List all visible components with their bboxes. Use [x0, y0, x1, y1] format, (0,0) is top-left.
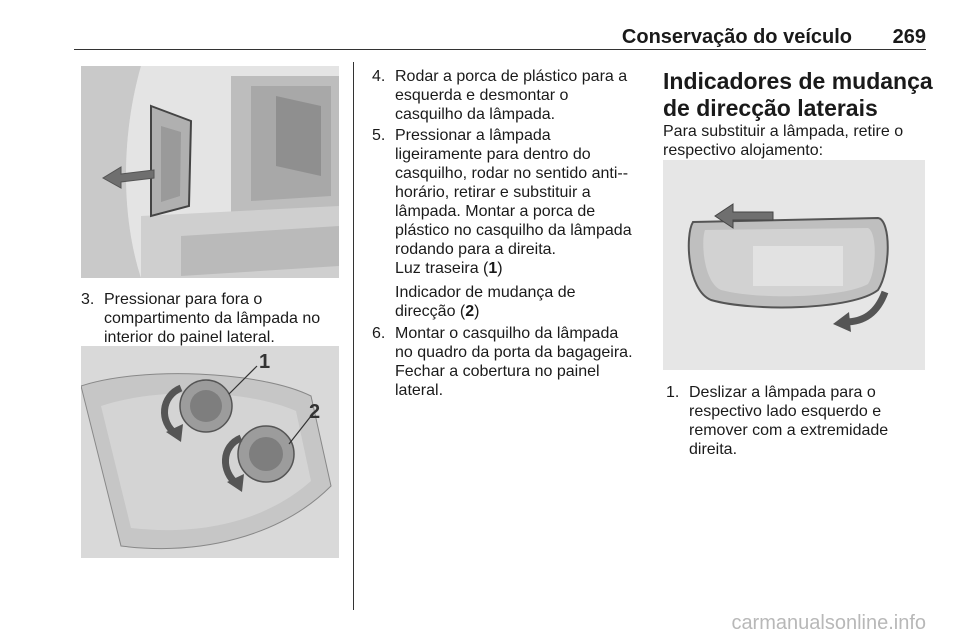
right-step-1 [666, 383, 928, 459]
indicator-note [395, 283, 635, 321]
step-6-number: 6. [372, 325, 386, 342]
step-3-text: Pressionar para fora o compartimento da lâmpada no interior do painel lateral. [104, 291, 321, 346]
intro-text: Para substituir a lâmpada, retire o respectivo alojamento: [663, 123, 904, 159]
header-rule [74, 49, 926, 50]
step-4 [372, 67, 640, 124]
step-5 [372, 126, 640, 259]
step-5-number: 5. [372, 127, 386, 144]
lamp-holder-illustration [81, 346, 339, 558]
step-4-text: Rodar a porca de plástico para a esquerda e desmontar o casquilho da lâmpada. [395, 68, 628, 123]
step-3 [81, 290, 343, 347]
figure-trunk-panel [81, 66, 339, 278]
indicator-line1: Indicador de mudança de [395, 284, 576, 301]
figure-lamp-holder [81, 346, 339, 558]
tail-light-prefix: Luz traseira ( [395, 260, 489, 277]
tail-light-suffix: ) [497, 260, 503, 277]
side-indicator-illustration [663, 160, 925, 370]
callout-1: 1 [259, 351, 271, 373]
figure-side-indicator [663, 160, 925, 370]
page-title: Conservação do veículo [621, 26, 852, 48]
step-3-number: 3. [81, 291, 95, 308]
callout-2: 2 [309, 401, 321, 423]
page-number: 269 [892, 26, 926, 48]
step-4-number: 4. [372, 68, 386, 85]
tail-light-number: 1 [488, 260, 498, 277]
step-6 [372, 324, 640, 400]
indicator-suffix: ) [474, 303, 480, 320]
right-step-1-text: Deslizar a lâmpada para o respectivo lado esquerdo e remover com a extremidade direita. [689, 384, 889, 458]
section-heading: Indicadores de mudança de direcção laterais [663, 68, 933, 121]
trunk-panel-illustration [81, 66, 339, 278]
page-header [74, 26, 926, 50]
right-step-1-number: 1. [666, 384, 680, 401]
step-5-text: Pressionar a lâmpada ligeiramente para dentro do casquilho, rodar no sentido anti--horário, retirar e substituir a lâmpada. Montar a porca de plástico no casquilho da lâmpada rodando para a direita. [395, 127, 632, 258]
column-divider [353, 62, 354, 610]
indicator-number: 2 [465, 303, 475, 320]
tail-light-note [395, 259, 635, 278]
indicator-prefix: direcção ( [395, 303, 466, 320]
step-6-text: Montar o casquilho da lâmpada no quadro da porta da bagageira. Fechar a cobertura no painel lateral. [395, 325, 633, 399]
watermark: carmanualsonline.info [731, 612, 926, 634]
